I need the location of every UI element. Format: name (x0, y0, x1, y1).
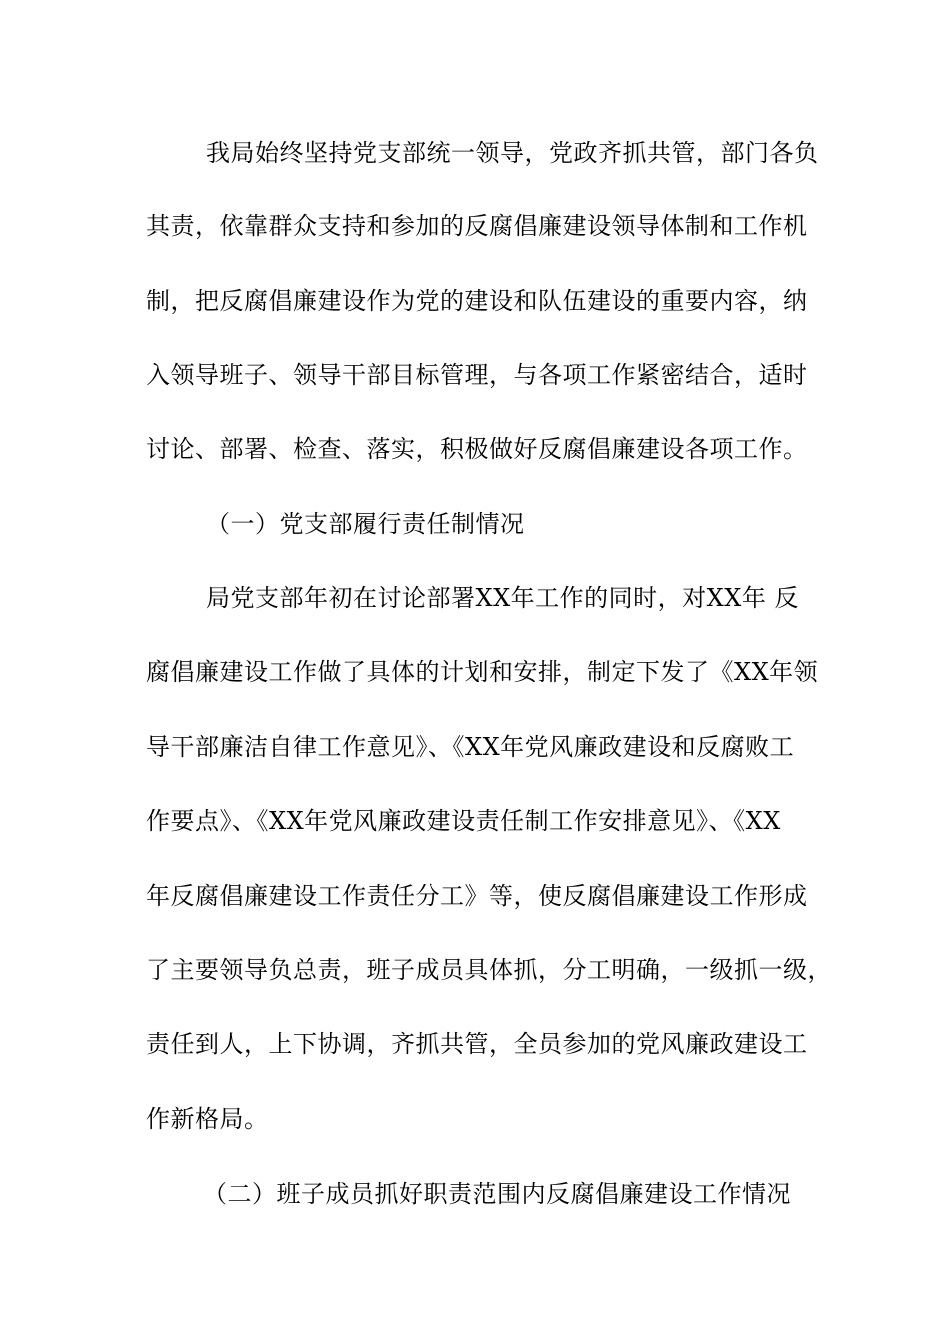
paragraph-line: 局党支部年初在讨论部署XX年工作的同时，对XX年 反 (206, 584, 799, 612)
paragraph-line: 作新格局。 (146, 1105, 269, 1133)
section-heading-2: （二）班子成员抓好职责范围内反腐倡廉建设工作情况 (203, 1180, 791, 1208)
paragraph-line: 了主要领导负总责，班子成员具体抓，分工明确，一级抓一级， (146, 956, 832, 984)
paragraph-line: 讨论、部署、检查、落实，积极做好反腐倡廉建设各项工作。 (146, 435, 808, 463)
paragraph-line: 责任到人，上下协调，齐抓共管，全员参加的党风廉政建设工 (146, 1030, 808, 1058)
paragraph-line: 腐倡廉建设工作做了具体的计划和安排，制定下发了《XX年领 (146, 658, 819, 686)
paragraph-line: 年反腐倡廉建设工作责任分工》等，使反腐倡廉建设工作形成 (146, 882, 808, 910)
paragraph-line: 我局始终坚持党支部统一领导，党政齐抓共管，部门各负 (206, 139, 819, 167)
paragraph-line: 其责，依靠群众支持和参加的反腐倡廉建设领导体制和工作机 (146, 212, 808, 240)
paragraph-line: 导干部廉洁自律工作意见》、《XX年党风廉政建设和反腐败工 (146, 733, 795, 761)
section-heading-1: （一）党支部履行责任制情况 (206, 510, 525, 538)
paragraph-line: 制，把反腐倡廉建设作为党的建设和队伍建设的重要内容，纳 (146, 287, 808, 315)
paragraph-line: 入领导班子、领导干部目标管理，与各项工作紧密结合，适时 (146, 361, 808, 389)
paragraph-line: 作要点》、《XX年党风廉政建设责任制工作安排意见》、《XX (146, 807, 781, 835)
